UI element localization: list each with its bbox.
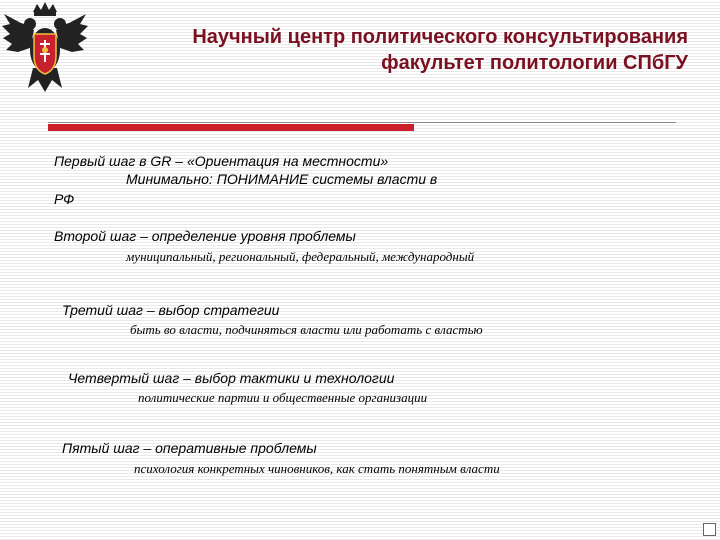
step-1-title: Первый шаг в GR – «Ориентация на местности» — [54, 153, 389, 169]
step-4-title: Четвертый шаг – выбор тактики и технологии — [68, 370, 395, 386]
divider-thin — [48, 122, 676, 123]
step-3-title: Третий шаг – выбор стратегии — [62, 302, 280, 318]
step-3-detail: быть во власти, подчиняться власти или работать с властью — [130, 322, 483, 337]
coat-of-arms-emblem — [0, 0, 90, 100]
step-1-detail-continued: РФ — [54, 191, 75, 207]
step-1-detail: Минимально: ПОНИМАНИЕ системы власти в — [126, 171, 438, 187]
step-2-detail: муниципальный, региональный, федеральный, международный — [126, 249, 475, 264]
step-4-detail: политические партии и общественные организации — [138, 390, 428, 405]
slide-corner-marker — [703, 523, 716, 536]
step-5-title: Пятый шаг – оперативные проблемы — [62, 440, 317, 456]
step-5-detail: психология конкретных чиновников, как стать понятным власти — [134, 461, 500, 476]
header-center-name: Научный центр политического консультирования — [192, 26, 688, 48]
step-2-title: Второй шаг – определение уровня проблемы — [54, 228, 356, 244]
header-faculty-name: факультет политологии СПбГУ — [381, 52, 688, 74]
divider-accent-bar — [48, 124, 414, 131]
